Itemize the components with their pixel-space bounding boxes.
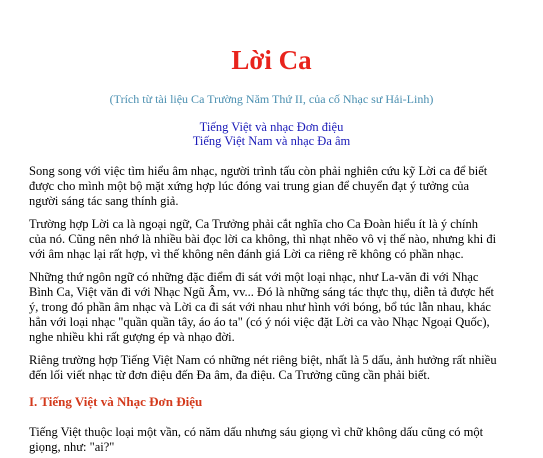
body-paragraph bbox=[29, 164, 519, 209]
paragraph-line: được cho mình một bộ mặt xứng hợp lúc đóng vai trung gian để chuyển đạt ý tưởng của bbox=[29, 179, 470, 193]
document-title: Lời Ca bbox=[231, 45, 312, 75]
topic-heading-line: Tiếng Việt Nam và nhạc Đa âm bbox=[192, 134, 351, 148]
topic-headings bbox=[0, 120, 543, 148]
paragraph-line: với âm nhạc lại rất hợp, vì thế không nên đánh giá Lời ca riêng rẽ không có phần nhạc. bbox=[29, 247, 464, 261]
paragraph-line: đến lối viết nhạc từ đơn điệu đến Đa âm, đa điệu. Ca Trưởng cũng cần phải biết. bbox=[29, 368, 430, 382]
paragraph-line: ý, trong đó phần âm nhạc và Lời ca đi sát với nhau như hình với bóng, bổ túc lẫn nhau, khác bbox=[29, 300, 491, 314]
paragraph-line: Những thứ ngôn ngữ có những đặc điểm đi sát với một loại nhạc, như La-văn đi với Nhạc bbox=[29, 270, 479, 284]
paragraph-line: người sáng tác sang thính giả. bbox=[29, 194, 179, 208]
paragraph-line: Riêng trường hợp Tiếng Việt Nam có những nét riêng biệt, nhất là 5 dấu, ảnh hưởng rất nhiều bbox=[29, 353, 497, 367]
paragraph-line: Song song với việc tìm hiểu âm nhạc, người trình tấu còn phải nghiên cứu kỹ Lời ca để biết bbox=[29, 164, 488, 178]
document-subtitle: (Trích từ tài liệu Ca Trường Năm Thứ II, của cố Nhạc sư Hải-Linh) bbox=[109, 92, 434, 106]
paragraph-line: Bình Ca, Việt văn đi với Nhạc Ngũ Âm, vv... Đó là những sáng tác thực thụ, diễn tả được hết bbox=[29, 285, 495, 299]
paragraph-line: nghe nhiều khi rất gượng ép và nhạo đời. bbox=[29, 330, 235, 344]
section-heading: I. Tiếng Việt và Nhạc Đơn Điệu bbox=[29, 394, 203, 409]
paragraph-line: của nó. Cũng nên nhớ là nhiều bài đọc lời ca không, thì nhạt nhẽo vô vị thế nào, nhưng khi đi bbox=[29, 232, 497, 246]
body-paragraph bbox=[29, 353, 519, 383]
body-paragraph bbox=[29, 425, 519, 455]
paragraph-line: giọng, như: "ai?" bbox=[29, 440, 115, 454]
paragraph-line: hẳn với loại nhạc "quần quần tây, áo áo ta" (có ý nói việc đặt Lời ca vào Nhạc Ngoại Quốc), bbox=[29, 315, 490, 329]
body-paragraph bbox=[29, 270, 519, 345]
topic-heading-line: Tiếng Việt và nhạc Đơn điệu bbox=[199, 120, 344, 134]
paragraph-line: Trường hợp Lời ca là ngoại ngữ, Ca Trưởng phải cắt nghĩa cho Ca Đoàn hiểu ít là ý chính bbox=[29, 217, 479, 231]
body-paragraph bbox=[29, 217, 519, 262]
paragraph-line: Tiếng Việt thuộc loại một vần, có năm dấu nhưng sáu giọng vì chữ không dấu cũng có một bbox=[29, 425, 484, 439]
